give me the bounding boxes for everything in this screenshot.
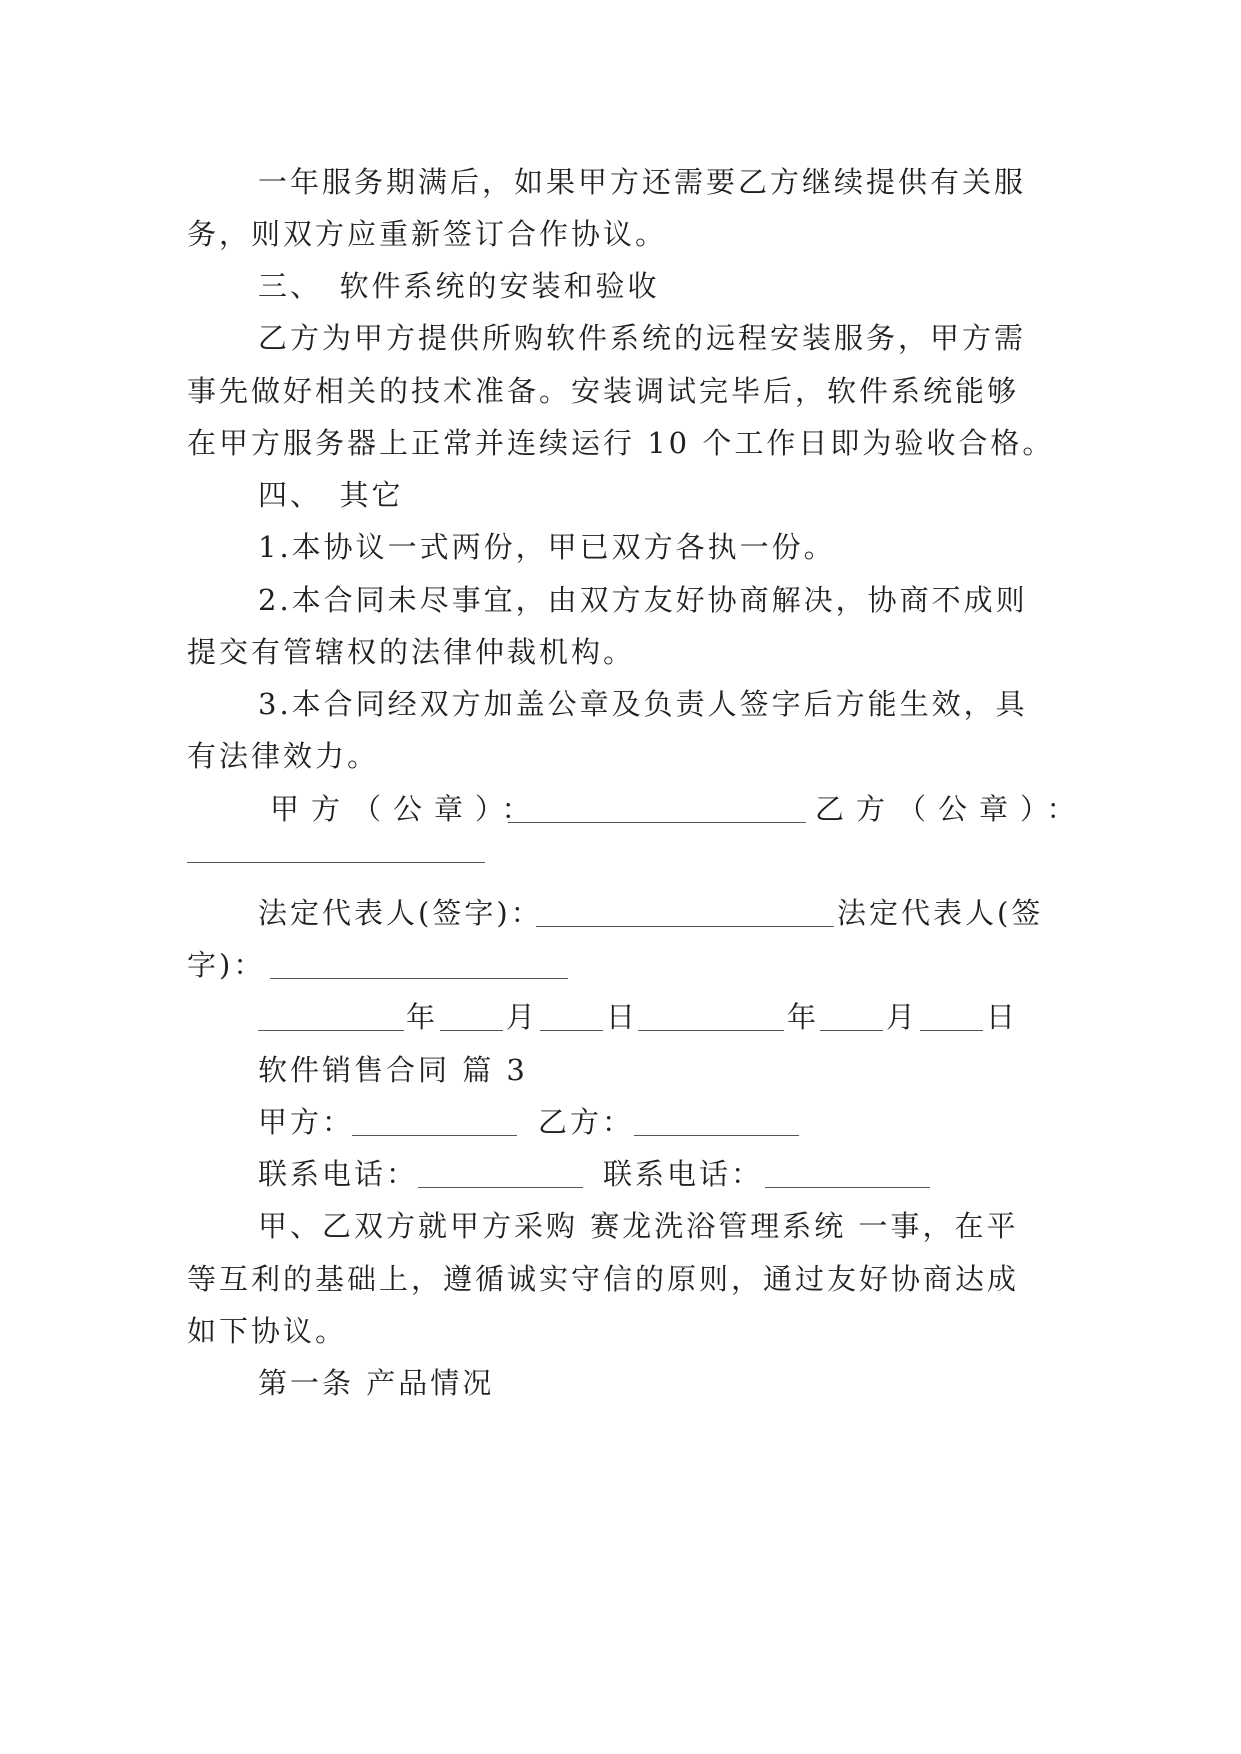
phone-b-label: 联系电话： bbox=[603, 1157, 764, 1191]
party-b-rep-blank bbox=[270, 978, 568, 979]
party-a-seal-blank bbox=[508, 822, 806, 823]
list-item: 2.本合同未尽事宜，由双方友好协商解决，协商不成则 bbox=[258, 583, 1028, 617]
party-a-label: 甲方： bbox=[258, 1105, 355, 1139]
date-month-blank bbox=[820, 1030, 883, 1031]
party-b-label: 乙方： bbox=[538, 1105, 635, 1139]
date-month-label: 月 bbox=[886, 1000, 919, 1034]
paragraph-line: 在甲方服务器上正常并连续运行 10 个工作日即为验收合格。 bbox=[187, 426, 1055, 460]
section-heading: 四、 其它 bbox=[258, 478, 404, 512]
party-b-rep-label: 字)： bbox=[187, 948, 266, 982]
date-day-label: 日 bbox=[606, 1000, 639, 1034]
date-month-label: 月 bbox=[506, 1000, 539, 1034]
date-day-blank bbox=[540, 1030, 603, 1031]
paragraph-line: 等互利的基础上，遵循诚实守信的原则，通过友好协商达成 bbox=[187, 1262, 1020, 1296]
party-b-seal-label: 乙方（公章）： bbox=[815, 792, 1088, 826]
section-heading: 三、 软件系统的安装和验收 bbox=[258, 269, 660, 303]
party-b-blank bbox=[634, 1135, 799, 1136]
party-a-rep-blank bbox=[536, 926, 834, 927]
party-a-seal-label: 甲方（公章）： bbox=[270, 792, 543, 826]
list-item: 1.本协议一式两份，甲已双方各执一份。 bbox=[258, 530, 836, 564]
date-year-label: 年 bbox=[787, 1000, 820, 1034]
list-item: 3.本合同经双方加盖公章及负责人签字后方能生效，具 bbox=[258, 687, 1028, 721]
list-item-continuation: 有法律效力。 bbox=[187, 739, 380, 773]
article-heading: 第一条 产品情况 bbox=[258, 1366, 495, 1400]
date-day-label: 日 bbox=[986, 1000, 1019, 1034]
date-year-label: 年 bbox=[406, 1000, 439, 1034]
phone-b-blank bbox=[765, 1187, 930, 1188]
date-year-blank bbox=[258, 1030, 404, 1031]
party-a-rep-label: 法定代表人(签字)： bbox=[258, 896, 543, 930]
date-year-blank bbox=[638, 1030, 784, 1031]
party-b-rep-label: 法定代表人(签 bbox=[837, 896, 1044, 930]
paragraph-line: 如下协议。 bbox=[187, 1314, 348, 1348]
party-b-seal-blank bbox=[187, 862, 485, 863]
paragraph-line: 甲、乙双方就甲方采购 赛龙洗浴管理系统 一事，在平 bbox=[258, 1209, 1019, 1243]
paragraph-line: 事先做好相关的技术准备。安装调试完毕后，软件系统能够 bbox=[187, 374, 1020, 408]
paragraph-line: 乙方为甲方提供所购软件系统的远程安装服务，甲方需 bbox=[258, 321, 1027, 355]
phone-a-label: 联系电话： bbox=[258, 1157, 419, 1191]
party-a-blank bbox=[352, 1135, 517, 1136]
list-item-continuation: 提交有管辖权的法律仲裁机构。 bbox=[187, 635, 636, 669]
phone-a-blank bbox=[418, 1187, 583, 1188]
date-day-blank bbox=[920, 1030, 983, 1031]
date-month-blank bbox=[440, 1030, 503, 1031]
paragraph-line: 一年服务期满后，如果甲方还需要乙方继续提供有关服 bbox=[258, 165, 1027, 199]
section-title: 软件销售合同 篇 3 bbox=[258, 1053, 528, 1087]
paragraph-line: 务，则双方应重新签订合作协议。 bbox=[187, 217, 668, 251]
